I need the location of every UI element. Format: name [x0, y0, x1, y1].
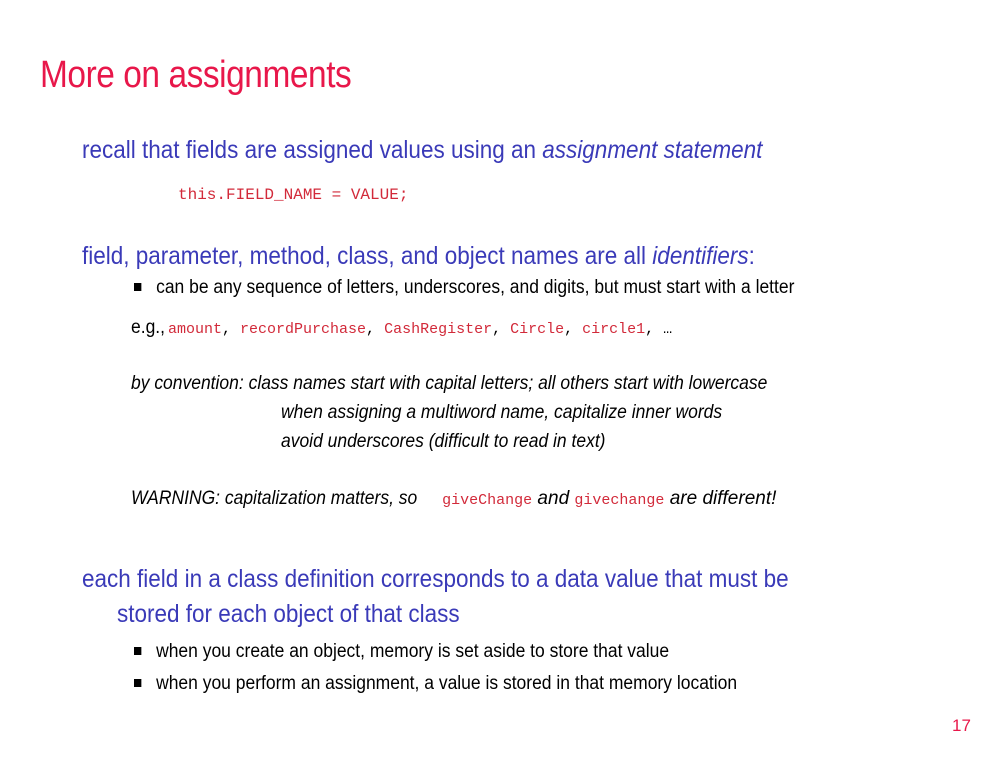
separator: ,	[564, 321, 583, 338]
slide-title: More on assignments	[40, 54, 352, 96]
example-identifier: recordPurchase	[240, 321, 367, 338]
bullet-icon	[134, 647, 141, 655]
convention-line-3: avoid underscores (difficult to read in text)	[281, 431, 606, 452]
identifiers-colon: :	[748, 242, 755, 270]
recall-text: recall that fields are assigned values using an	[82, 136, 543, 164]
convention-line-2: when assigning a multiword name, capitalize inner words	[281, 402, 723, 423]
identifiers-text: field, parameter, method, class, and object names are all	[82, 242, 653, 270]
example-identifier: amount	[167, 321, 222, 338]
identifier-rule-text: can be any sequence of letters, underscores, and digits, but must start with a letter	[156, 277, 795, 298]
bullet-icon	[134, 679, 141, 687]
separator: ,	[492, 321, 511, 338]
memory-bullet-2	[134, 673, 737, 695]
separator: ,	[222, 321, 241, 338]
example-identifier: Circle	[510, 321, 565, 338]
example-identifier: CashRegister	[384, 321, 493, 338]
bullet-icon	[134, 283, 141, 291]
separator: ,	[366, 321, 385, 338]
assignment-code: this.FIELD_NAME = VALUE;	[178, 186, 409, 204]
example-ellipsis: , …	[645, 321, 673, 338]
example-line	[131, 317, 672, 339]
memory-bullet-text: when you create an object, memory is set aside to store that value	[156, 641, 670, 662]
warning-prefix: WARNING: capitalization matters, so	[131, 488, 418, 509]
memory-bullet-1	[134, 641, 669, 663]
identifiers-paragraph	[82, 242, 755, 271]
warning-code-1: giveChange	[442, 492, 533, 509]
identifier-rule-bullet	[134, 277, 794, 299]
warning-mid: and	[532, 488, 575, 509]
field-paragraph-line-1: each field in a class definition corresponds to a data value that must be	[82, 565, 789, 593]
field-paragraph-line-2: stored for each object of that class	[117, 600, 460, 628]
example-label: e.g.,	[131, 317, 166, 338]
memory-bullet-text: when you perform an assignment, a value is stored in that memory location	[156, 673, 738, 694]
recall-paragraph	[82, 136, 762, 165]
identifiers-term: identifiers	[652, 242, 749, 270]
convention-line-1: by convention: class names start with capital letters; all others start with lowercase	[131, 373, 768, 394]
warning-code-2: givechange	[574, 492, 665, 509]
warning-suffix: are different!	[664, 488, 777, 509]
warning-line	[131, 488, 776, 510]
assignment-statement-term: assignment statement	[542, 136, 763, 164]
example-identifier: circle1	[582, 321, 646, 338]
page-number: 17	[952, 716, 971, 735]
